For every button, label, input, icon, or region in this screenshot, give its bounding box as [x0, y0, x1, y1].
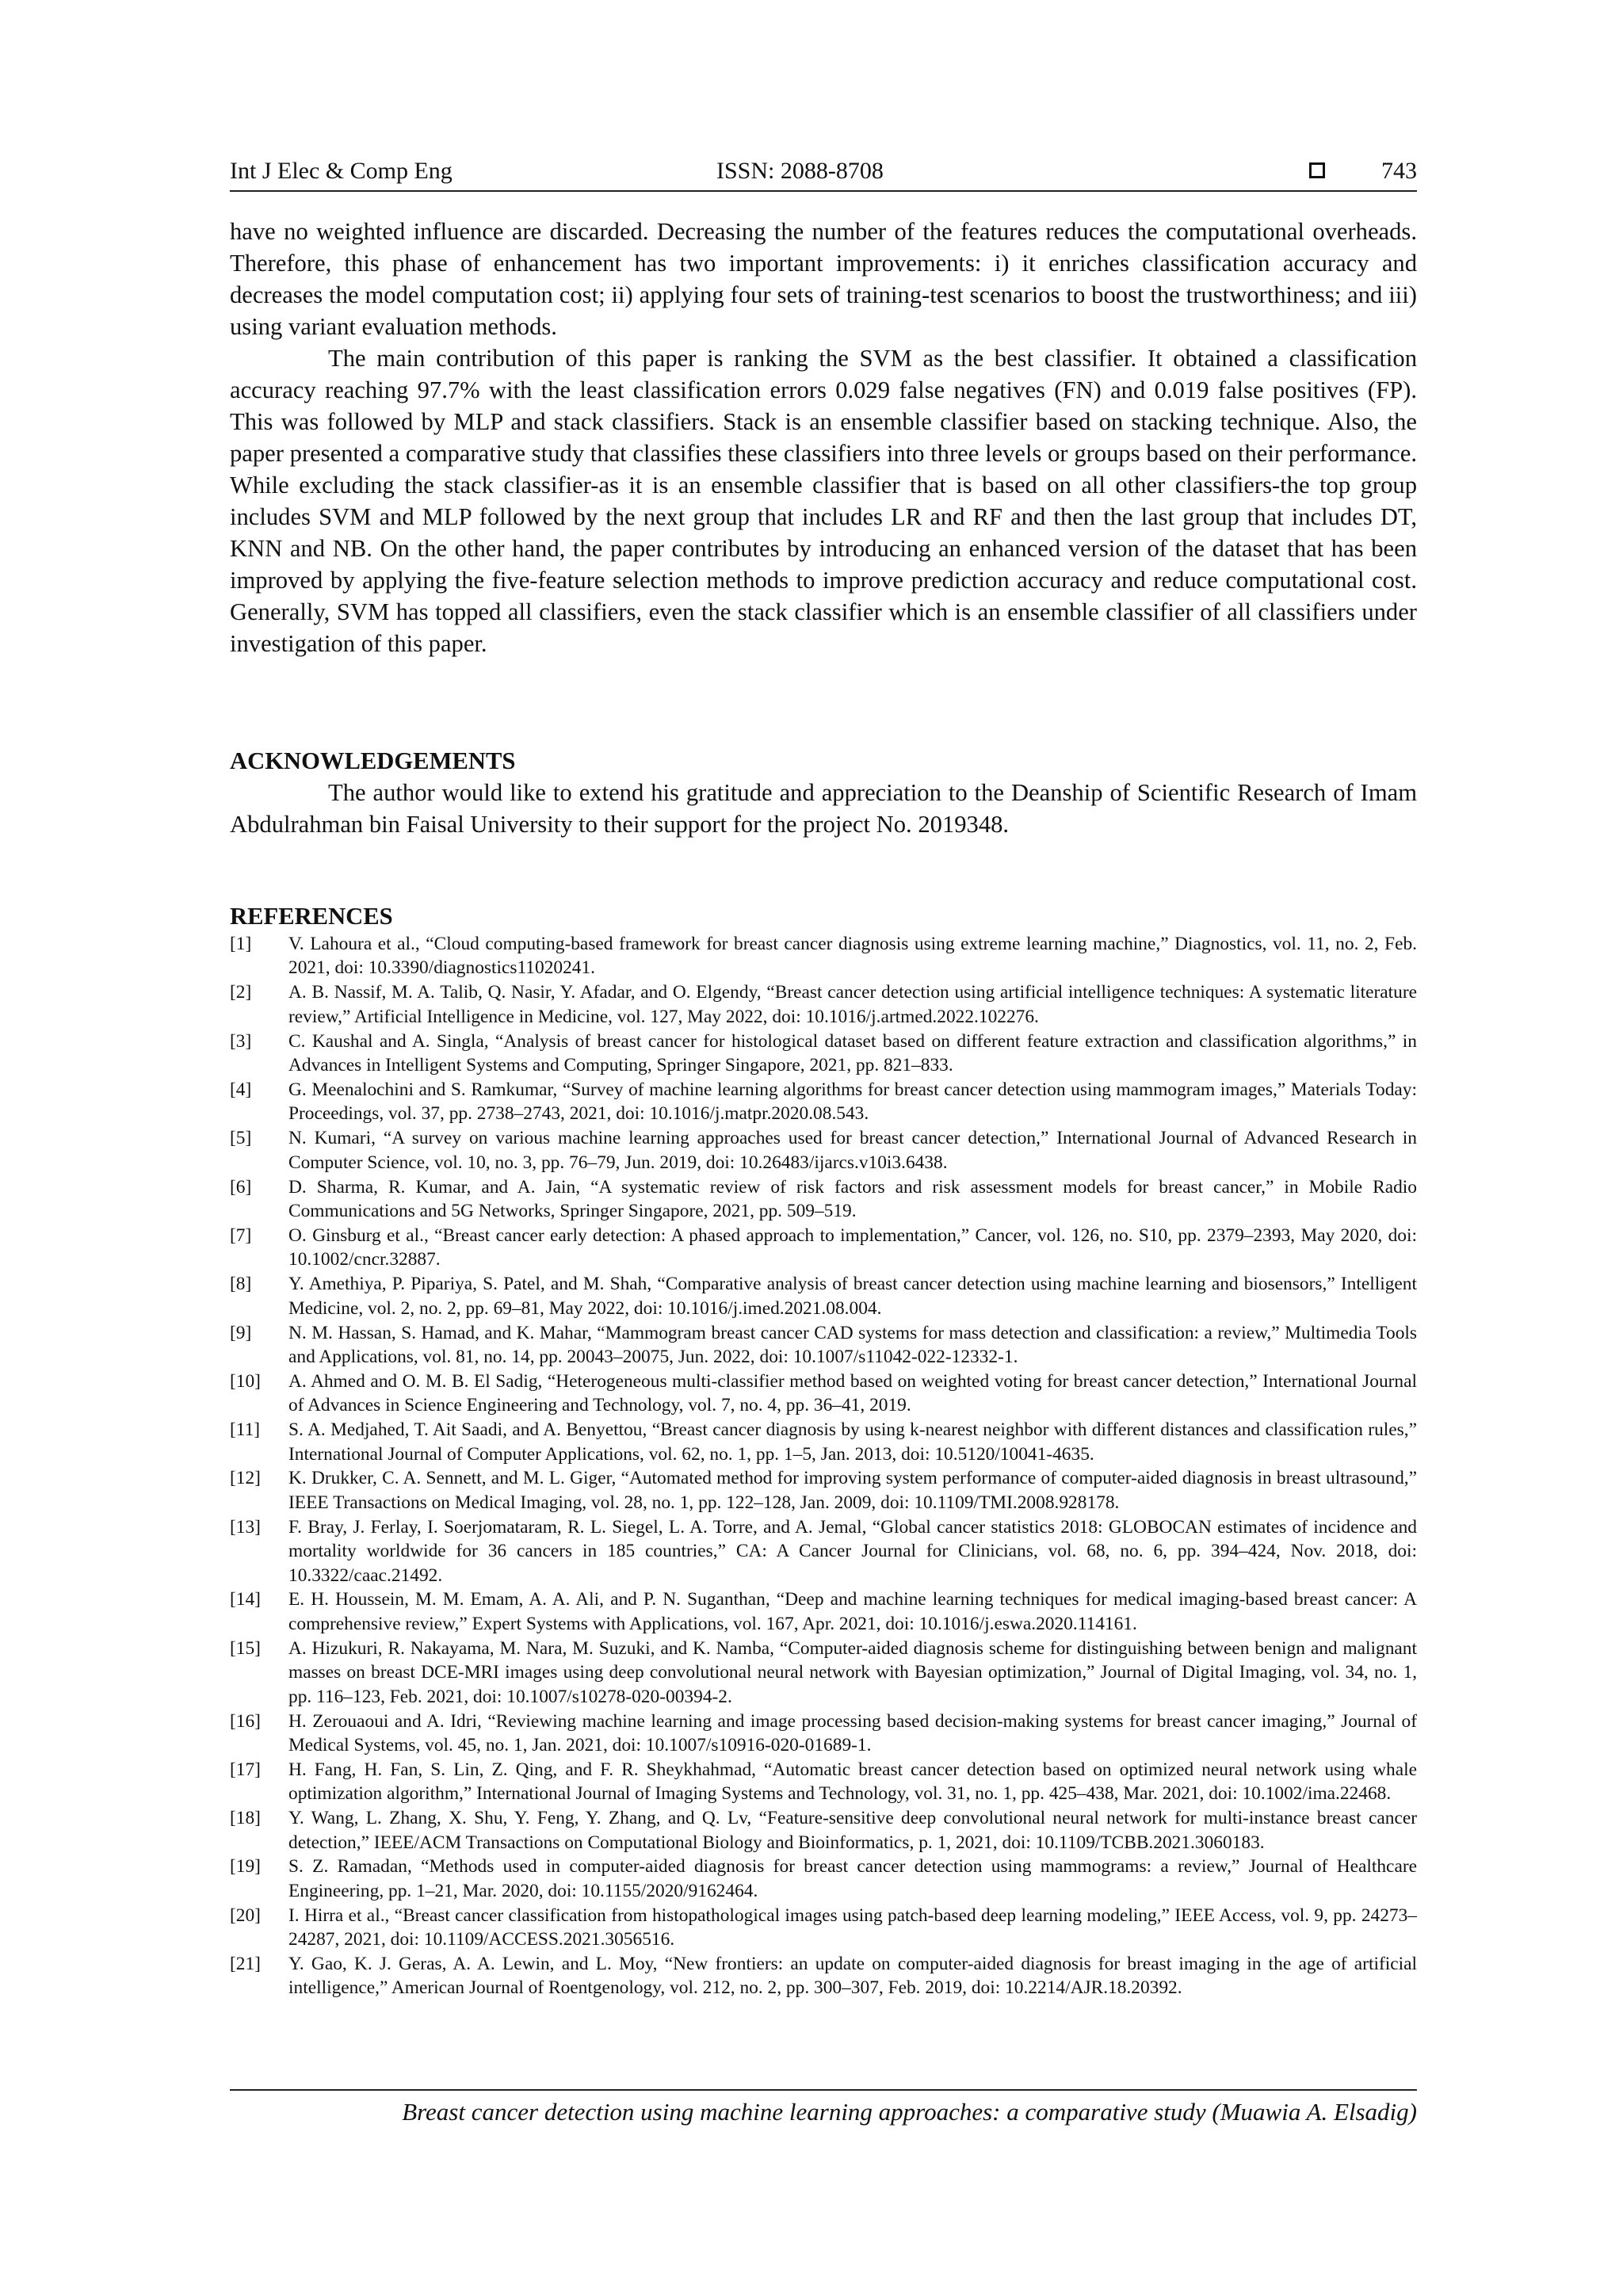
body-paragraph: The main contribution of this paper is ranking the SVM as the best classifier. It obtained a classification accuracy reaching 97.7% with the least classification errors 0.029 false negatives (FN) and 0.019 false positives (FP). This was followed by MLP and stack classifiers. Stack is an ensemble classifier based on stacking technique. Also, the paper presented a comparative study that classifies these classifiers into three levels or groups based on their performance. While excluding the stack classifier-as it is an ensemble classifier that is based on all other classifiers-the top group includes SVM and MLP followed by the next group that includes LR and RF and then the last group that includes DT, KNN and NB. On the other hand, the paper contributes by introducing an enhanced version of the dataset that has been improved by applying the five-feature selection methods to improve prediction accuracy and reduce computational cost. Generally, SVM has topped all classifiers, even the stack classifier which is an ensemble classifier of all classifiers under investigation of this paper. — [230, 345, 1417, 657]
reference-number: [10] — [230, 1370, 261, 1392]
reference-item — [230, 932, 1417, 980]
body-text — [230, 216, 1417, 659]
reference-number: [1] — [230, 934, 252, 954]
reference-item — [230, 1904, 1417, 1952]
reference-text: Y. Wang, L. Zhang, X. Shu, Y. Feng, Y. Zhang, and Q. Lv, “Feature-sensitive deep convolutional neural network for multi-instance breast cancer detection,” IEEE/ACM Transactions on Computational Biology and Bioinformatics, p. 1, 2021, doi: 10.1109/TCBB.2021.3060183. — [288, 1808, 1417, 1853]
reference-number: [17] — [230, 1759, 261, 1780]
reference-item — [230, 1710, 1417, 1758]
reference-number: [4] — [230, 1079, 252, 1100]
reference-number: [19] — [230, 1856, 261, 1878]
reference-text: Y. Gao, K. J. Geras, A. A. Lewin, and L. Moy, “New frontiers: an update on computer-aided diagnosis for breast imaging in the age of artificial intelligence,” American Journal of Roentgenology, vol. 212, no. 2, pp. 300–307, Feb. 2019, doi: 10.2214/AJR.18.20392. — [288, 1954, 1417, 1999]
reference-number: [3] — [230, 1030, 252, 1052]
reference-text: S. A. Medjahed, T. Ait Saadi, and A. Benyettou, “Breast cancer diagnosis by using k-nearest neighbor with different distances and classification rules,” International Journal of Computer Applications, vol. 62, no. 1, pp. 1–5, Jan. 2013, doi: 10.5120/10041-4635. — [288, 1419, 1417, 1465]
reference-item — [230, 1175, 1417, 1224]
reference-number: [8] — [230, 1274, 252, 1295]
reference-list — [230, 932, 1417, 2000]
reference-item — [230, 1030, 1417, 1078]
page-number: 743 — [1381, 158, 1417, 184]
reference-item — [230, 1224, 1417, 1272]
references-section — [230, 900, 1417, 2000]
acknowledgements-text: The author would like to extend his gratitude and appreciation to the Deanship of Scientific Research of Imam Abdulrahman bin Faisal University to their support for the project No. 2019348. — [230, 779, 1417, 838]
reference-number: [20] — [230, 1904, 261, 1926]
reference-item — [230, 980, 1417, 1029]
reference-item — [230, 1370, 1417, 1418]
reference-number: [18] — [230, 1808, 261, 1829]
reference-number: [16] — [230, 1710, 261, 1732]
reference-number: [9] — [230, 1322, 252, 1343]
reference-item — [230, 1952, 1417, 2000]
acknowledgements-section — [230, 745, 1417, 840]
reference-text: S. Z. Ramadan, “Methods used in computer-aided diagnosis for breast cancer detection using mammograms: a review,” Journal of Healthcare Engineering, pp. 1–21, Mar. 2020, doi: 10.1155/2020/9162464. — [288, 1856, 1417, 1901]
running-footer: Breast cancer detection using machine learning approaches: a comparative study (Muawia A. Elsadig) — [230, 2089, 1417, 2129]
issn: ISSN: 2088-8708 — [716, 158, 884, 184]
reference-item — [230, 1637, 1417, 1709]
reference-text: H. Fang, H. Fan, S. Lin, Z. Qing, and F. R. Sheykhahmad, “Automatic breast cancer detection based on optimized neural network using whale optimization algorithm,” International Journal of Imaging Systems and Technology, vol. 31, no. 1, pp. 425–438, Mar. 2021, doi: 10.1002/ima.22468. — [288, 1759, 1417, 1805]
reference-number: [11] — [230, 1419, 261, 1441]
reference-item — [230, 1078, 1417, 1126]
reference-text: H. Zerouaoui and A. Idri, “Reviewing machine learning and image processing based decision-making systems for breast cancer imaging,” Journal of Medical Systems, vol. 45, no. 1, Jan. 2021, doi: 10.1007/s10916-020-01689-1. — [288, 1710, 1417, 1755]
section-title: REFERENCES — [230, 903, 393, 930]
reference-item — [230, 1466, 1417, 1515]
reference-text: I. Hirra et al., “Breast cancer classification from histopathological images using patch-based deep learning modeling,” IEEE Access, vol. 9, pp. 24273–24287, 2021, doi: 10.1109/ACCESS.2021.3056516. — [288, 1904, 1417, 1950]
journal-name: Int J Elec & Comp Eng — [230, 158, 453, 184]
section-title: ACKNOWLEDGEMENTS — [230, 747, 516, 774]
reference-text: V. Lahoura et al., “Cloud computing-based framework for breast cancer diagnosis using extreme learning machine,” Diagnostics, vol. 11, no. 2, Feb. 2021, doi: 10.3390/diagnostics11020241. — [288, 934, 1417, 979]
reference-text: G. Meenalochini and S. Ramkumar, “Survey of machine learning algorithms for breast cancer detection using mammogram images,” Materials Today: Proceedings, vol. 37, pp. 2738–2743, 2021, doi: 10.1016/j.matpr.2020.08.543. — [288, 1079, 1417, 1125]
reference-text: C. Kaushal and A. Singla, “Analysis of breast cancer for histological dataset based on different feature extraction and classification algorithms,” in Advances in Intelligent Systems and Computing, Springer Singapore, 2021, pp. 821–833. — [288, 1030, 1417, 1076]
reference-text: E. H. Houssein, M. M. Emam, A. A. Ali, and P. N. Suganthan, “Deep and machine learning techniques for medical imaging-based breast cancer: A comprehensive review,” Expert Systems with Applications, vol. 167, Apr. 2021, doi: 10.1016/j.eswa.2020.114161. — [288, 1589, 1417, 1634]
reference-number: [14] — [230, 1589, 261, 1610]
reference-item — [230, 1418, 1417, 1466]
reference-number: [13] — [230, 1516, 261, 1538]
reference-number: [21] — [230, 1954, 261, 1975]
running-header — [230, 155, 1417, 192]
reference-item — [230, 1126, 1417, 1175]
reference-item — [230, 1587, 1417, 1636]
reference-item — [230, 1272, 1417, 1320]
reference-item — [230, 1758, 1417, 1806]
reference-text: F. Bray, J. Ferlay, I. Soerjomataram, R. L. Siegel, L. A. Torre, and A. Jemal, “Global cancer statistics 2018: GLOBOCAN estimates of incidence and mortality worldwide for 36 cancers in 185 countries,” CA: A Cancer Journal for Clinicians, vol. 68, no. 6, pp. 394–424, Nov. 2018, doi: 10.3322/caac.21492. — [288, 1516, 1417, 1586]
reference-text: A. B. Nassif, M. A. Talib, Q. Nasir, Y. Afadar, and O. Elgendy, “Breast cancer detection using artificial intelligence techniques: A systematic literature review,” Artificial Intelligence in Medicine, vol. 127, May 2022, doi: 10.1016/j.artmed.2022.102276. — [288, 982, 1417, 1027]
reference-text: O. Ginsburg et al., “Breast cancer early detection: A phased approach to implementation,” Cancer, vol. 126, no. S10, pp. 2379–2393, May 2020, doi: 10.1002/cncr.32887. — [288, 1224, 1417, 1270]
reference-number: [15] — [230, 1637, 261, 1659]
reference-text: A. Ahmed and O. M. B. El Sadig, “Heterogeneous multi-classifier method based on weighted voting for breast cancer detection,” International Journal of Advances in Science Engineering and Technology, vol. 7, no. 4, pp. 36–41, 2019. — [288, 1370, 1417, 1416]
reference-item — [230, 1806, 1417, 1855]
reference-number: [12] — [230, 1468, 261, 1489]
reference-item — [230, 1855, 1417, 1903]
reference-text: N. M. Hassan, S. Hamad, and K. Mahar, “Mammogram breast cancer CAD systems for mass detection and classification: a review,” Multimedia Tools and Applications, vol. 81, no. 14, pp. 20043–20075, Jun. 2022, doi: 10.1007/s11042-022-12332-1. — [288, 1322, 1417, 1367]
square-bullet-icon — [1309, 162, 1325, 178]
reference-item — [230, 1321, 1417, 1370]
reference-number: [7] — [230, 1224, 252, 1246]
body-paragraph: have no weighted influence are discarded. Decreasing the number of the features reduces the computational overheads. Therefore, this phase of enhancement has two important improvements: i) it enriches classification accuracy and decreases the model computation cost; ii) applying four sets of training-test scenarios to boost the trustworthiness; and iii) using variant evaluation methods. — [230, 218, 1417, 340]
reference-text: D. Sharma, R. Kumar, and A. Jain, “A systematic review of risk factors and risk assessment models for breast cancer,” in Mobile Radio Communications and 5G Networks, Springer Singapore, 2021, pp. 509–519. — [288, 1176, 1417, 1221]
reference-number: [6] — [230, 1176, 252, 1198]
reference-text: N. Kumari, “A survey on various machine learning approaches used for breast cancer detection,” International Journal of Advanced Research in Computer Science, vol. 10, no. 3, pp. 76–79, Jun. 2019, doi: 10.26483/ijarcs.v10i3.6438. — [288, 1128, 1417, 1173]
reference-number: [5] — [230, 1128, 252, 1149]
reference-text: K. Drukker, C. A. Sennett, and M. L. Giger, “Automated method for improving system performance of computer-aided diagnosis in breast ultrasound,” IEEE Transactions on Medical Imaging, vol. 28, no. 1, pp. 122–128, Jan. 2009, doi: 10.1109/TMI.2008.928178. — [288, 1468, 1417, 1513]
reference-text: Y. Amethiya, P. Pipariya, S. Patel, and M. Shah, “Comparative analysis of breast cancer detection using machine learning and biosensors,” Intelligent Medicine, vol. 2, no. 2, pp. 69–81, May 2022, doi: 10.1016/j.imed.2021.08.004. — [288, 1274, 1417, 1319]
reference-item — [230, 1515, 1417, 1587]
reference-text: A. Hizukuri, R. Nakayama, M. Nara, M. Suzuki, and K. Namba, “Computer-aided diagnosis scheme for distinguishing between benign and malignant masses on breast DCE-MRI images using deep convolutional neural network with Bayesian optimization,” Journal of Digital Imaging, vol. 34, no. 1, pp. 116–123, Feb. 2021, doi: 10.1007/s10278-020-00394-2. — [288, 1637, 1417, 1707]
reference-number: [2] — [230, 982, 252, 1003]
